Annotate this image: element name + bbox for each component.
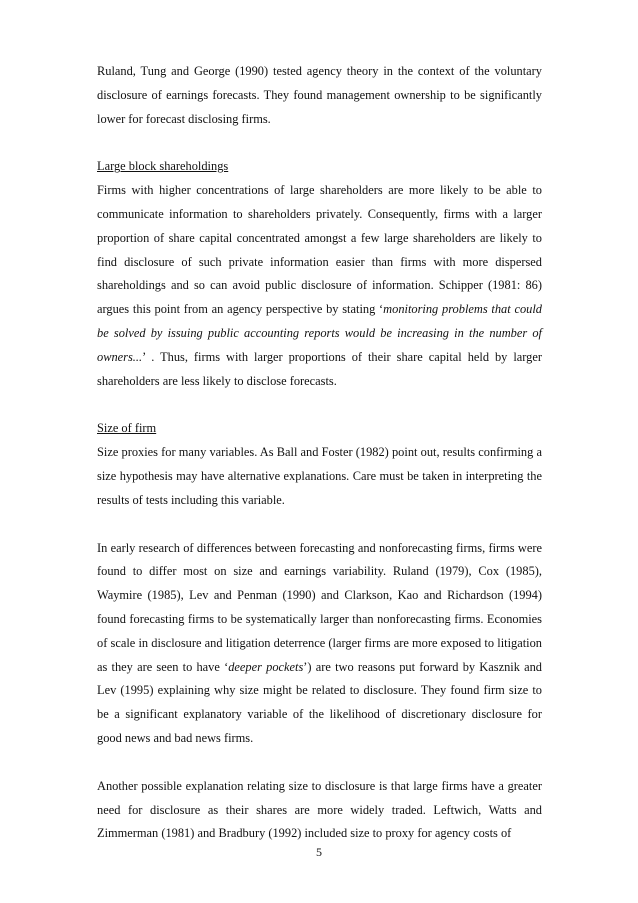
paragraph-gap (97, 393, 542, 417)
page-number: 5 (316, 845, 322, 859)
paragraph-early-research-text: In early research of differences between forecasting and nonforecasting firms, firms were found to differ most on size and earnings variability. Ruland (1979), Cox (1985), Waymire (1985), Lev and Penman (1990) and Clarkson, Kao and Richardson (1994) found forecasting firms to be systematically larger than nonforecasting firms. Economies of scale in disclosure and litigation deterrence (larger firms are more exposed to litigation as they are seen to have ‘ (97, 540, 542, 674)
paragraph-early-research-end: ’) are two reasons put forward by Kasznik and Lev (1995) explaining why size might be related to disclosure. They found firm size to be a significant explanatory variable of the likelihood of discretionary disclosure for good news and bad news firms. (97, 659, 542, 745)
schipper-quote: monitoring problems that could be solved by issuing public accounting reports would be increasing in the number of owners... (97, 302, 542, 364)
deeper-pockets-quote: deeper pockets (228, 659, 304, 674)
heading-large-block-shareholdings: Large block shareholdings (97, 159, 229, 174)
paragraph-gap (97, 131, 542, 155)
paragraph-early-research (97, 537, 542, 751)
paragraph-gap (97, 751, 542, 775)
paragraph-size-proxies: Size proxies for many variables. As Ball and Foster (1982) point out, results confirming a size hypothesis may have alternative explanations. Care must be taken in interpreting the results of tests including this variable. (97, 445, 542, 507)
paragraph-large-block-end: ’ . Thus, firms with larger proportions of their share capital held by larger shareholders are less likely to disclose forecasts. (97, 349, 542, 388)
paragraph-gap (97, 513, 542, 537)
paragraph-large-block-text: Firms with higher concentrations of large shareholders are more likely to be able to communicate information to shareholders privately. Consequently, firms with a larger proportion of share capital concentrated amongst a few large shareholders are likely to find disclosure of such private information easier than firms with more dispersed shareholdings and so can avoid public disclosure of information. Schipper (1981: 86) argues this point from an agency perspective by stating ‘ (97, 183, 542, 317)
paragraph-ruland: Ruland, Tung and George (1990) tested agency theory in the context of the voluntary disclosure of earnings forecasts. They found management ownership to be significantly lower for forecast disclosing firms. (97, 64, 542, 126)
paragraph-large-block (97, 179, 542, 393)
paragraph-another-explanation: Another possible explanation relating size to disclosure is that large firms have a greater need for disclosure as their shares are more widely traded. Leftwich, Watts and Zimmerman (1981) and Bradbury (1992) included size to proxy for agency costs of (97, 778, 542, 841)
document-page (97, 60, 542, 846)
heading-size-of-firm: Size of firm (97, 421, 157, 436)
